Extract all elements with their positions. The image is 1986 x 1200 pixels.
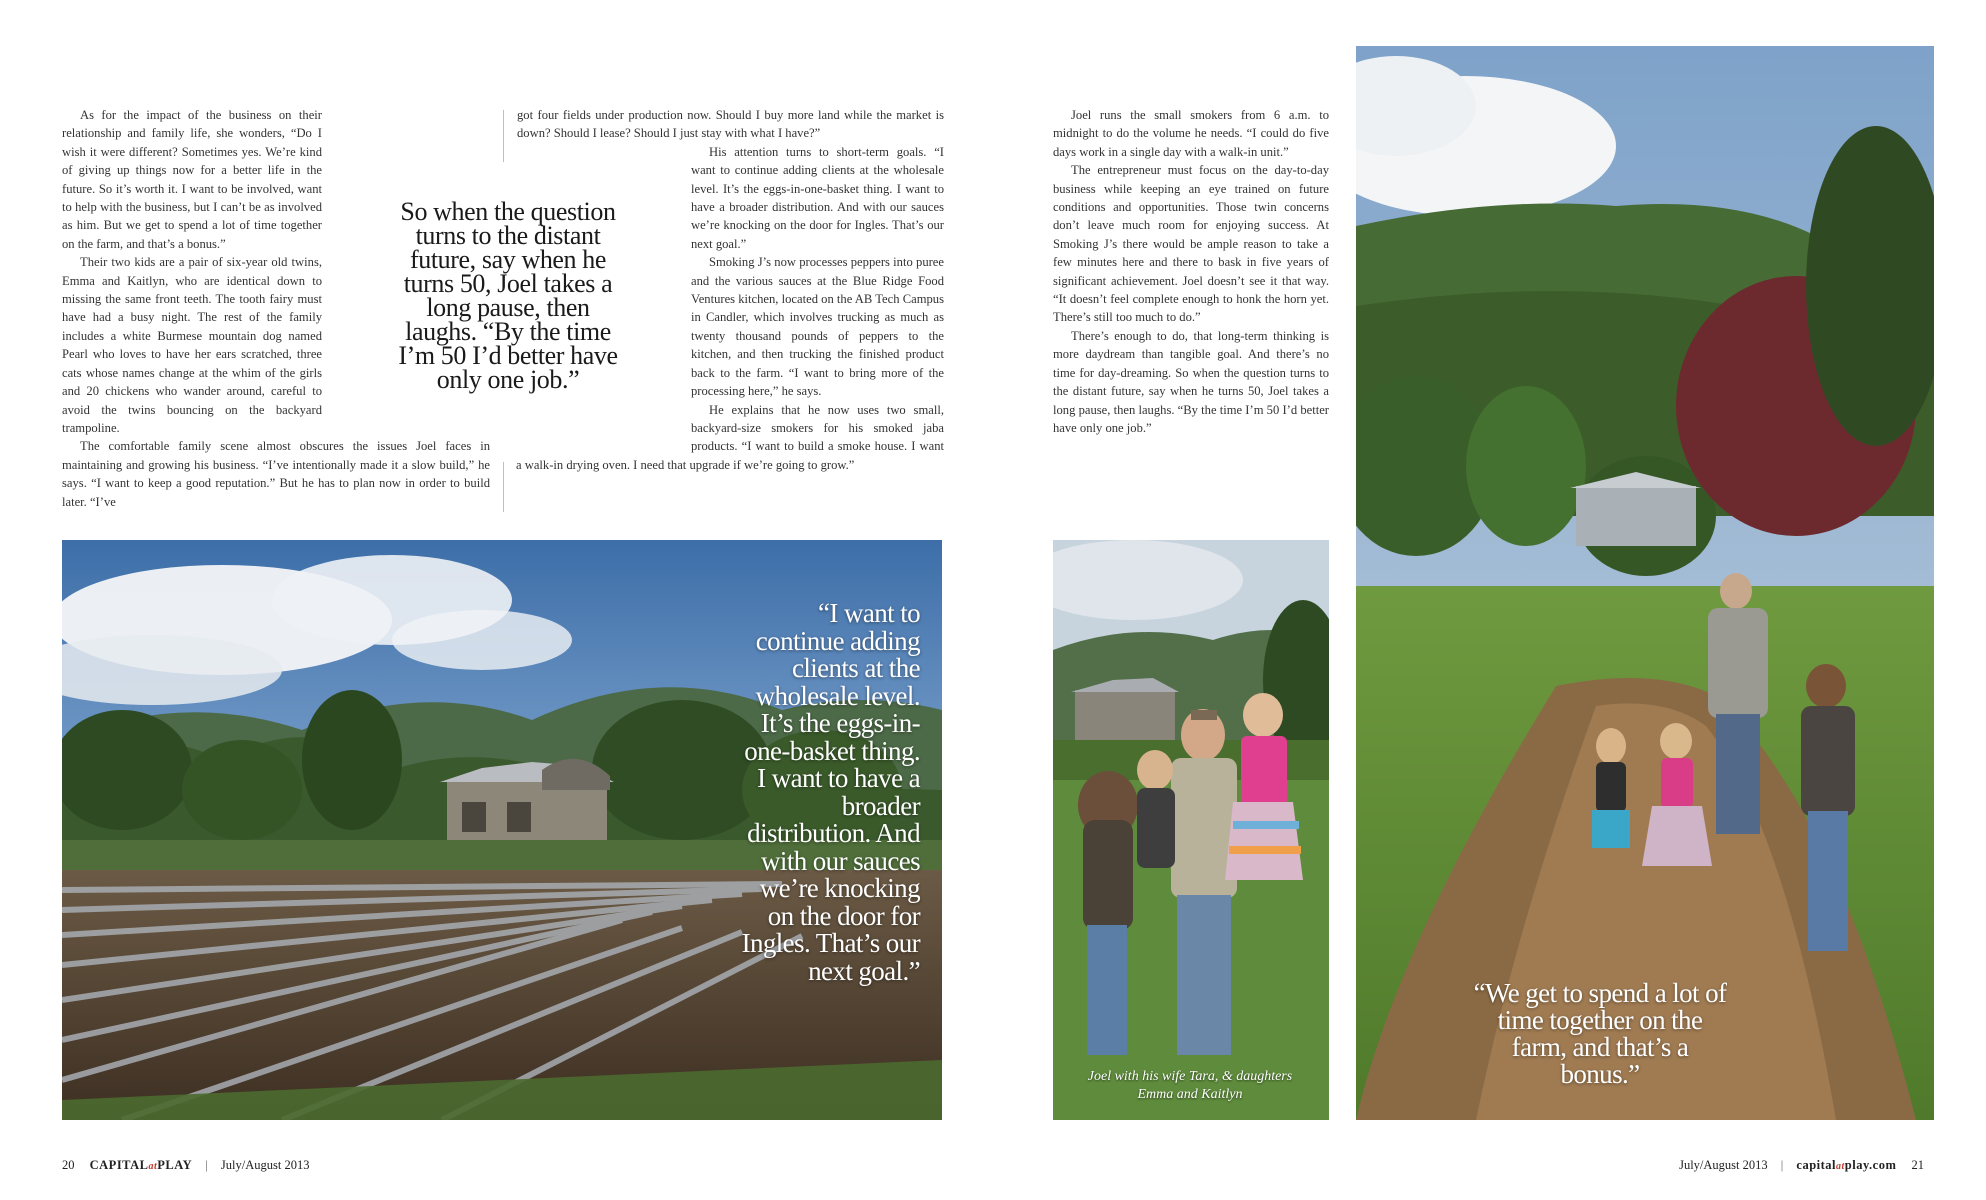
family-portrait-illustration (1053, 540, 1329, 1120)
column-rule-1 (503, 110, 504, 162)
col2-para-c: Smoking J’s now processes peppers into puree and the various sauces at the Blue Ridge Food Ventures kitchen, located on the AB Tech Campus in Candler, which involves trucking as much as twenty thousand pounds of peppers to the kitchen, and then trucking the finished product back to the farm. “I want to bring more of the processing here,” he says. (691, 255, 944, 399)
col1-para-a: As for the impact of the business on their relationship and family life, she wonders, “Do I wish it were different? Sometimes yes. We’re kind of giving up things now for a better life in the future. So it’s worth it. I want to be involved, want to help with the business, but I can’t be as involved as him. But we get to spend a lot of time together on the farm, and that’s a bonus.” (62, 108, 322, 251)
family-photo-caption: Joel with his wife Tara, & daughters Emma and Kaitlyn (1087, 1069, 1293, 1102)
family-portrait-photo (1053, 540, 1329, 1120)
col2-para-d: He explains that he now uses two small, backyard-size smokers for his smoked jaba products. “I want to build a smoke house. I want a walk-in drying oven. I need that upgrade if we’re going to grow.” (516, 402, 944, 472)
page-number-left: 20 (62, 1158, 75, 1172)
col3-para-a: Joel runs the small smokers from 6 a.m. to midnight to do the volume he needs. “I could do five days work in a single day with a walk-in unit.” (1053, 108, 1329, 159)
column-rule-1b (503, 462, 504, 512)
magazine-brand: CAPITALatPLAY (89, 1158, 193, 1172)
article-column-3 (1053, 106, 1329, 437)
col3-para-c: There’s enough to do, that long-term thinking is more daydream than tangible goal. And there’s no time for day-dreaming. So when the question turns to the distant future, say when he turns 50, Joel takes a long pause, then laughs. “By the time I’m 50 I’d better have only one job.” (1053, 328, 1329, 435)
pull-quote: So when the question turns to the distant future, say when he turns 50, Joel takes a long pause, then laughs. “By the time I’m 50 I’d better have only one job.” (398, 197, 618, 394)
col1-para-b: Their two kids are a pair of six-year old twins, Emma and Kaitlyn, who are identical down to missing the same front teeth. The tooth fairy must have had a busy night. The rest of the family includes a white Burmese mountain dog named Pearl who loves to have her ears scratched, three cats whose names change at the whim of the girls and 20 chickens who wander around, careful to avoid the twins bouncing on the backyard trampoline. (62, 255, 322, 435)
col2-para-b: His attention turns to short-term goals. “I want to continue adding clients at the wholesale level. It’s the eggs-in-one-basket thing. I want to have a broader distribution. And with our sauces we’re knocking on the door for Ingles. That’s our next goal.” (691, 144, 944, 251)
footer-left: 20 CAPITALatPLAY | July/August 2013 (62, 1158, 310, 1172)
farm-photo-quote: “I want to continue adding clients at the wholesale level. It’s the eggs-in-one-basket thing. I want to have a broader distribution. And with our sauces we’re knocking on the door for Ingles. That’s our next goal.” (741, 598, 920, 986)
issue-date-left: July/August 2013 (220, 1158, 310, 1172)
walking-family-photo (1356, 46, 1934, 1120)
page-number-right: 21 (1911, 1158, 1924, 1172)
footer-right: July/August 2013 | capitalatplay.com 21 (1679, 1158, 1924, 1172)
walking-family-illustration (1356, 46, 1934, 1120)
issue-date-right: July/August 2013 (1679, 1158, 1768, 1172)
magazine-website: capitalatplay.com (1796, 1158, 1897, 1172)
col1-para-c: The comfortable family scene almost obscures the issues Joel faces in maintaining and growing his business. “I’ve intentionally made it a slow build,” he says. “I want to keep a good reputation.” But he has to plan now in order to build later. “I’ve (62, 439, 490, 509)
walking-photo-quote: “We get to spend a lot of time together on the farm, and that’s a bonus.” (1473, 978, 1727, 1089)
col2-para-a: got four fields under production now. Should I buy more land while the market is down? Should I lease? Should I just stay with what I have?” (517, 108, 944, 141)
col3-para-b: The entrepreneur must focus on the day-to-day business while keeping an eye trained on future conditions and opportunities. Those twin concerns don’t leave much room for enjoying success. At Smoking J’s there would be ample reason to take a few minutes here and there to bask in five years of significant achievement. Joel doesn’t see it that way. “It doesn’t feel complete enough to honk the horn yet. There’s still too much to do.” (1053, 163, 1329, 325)
